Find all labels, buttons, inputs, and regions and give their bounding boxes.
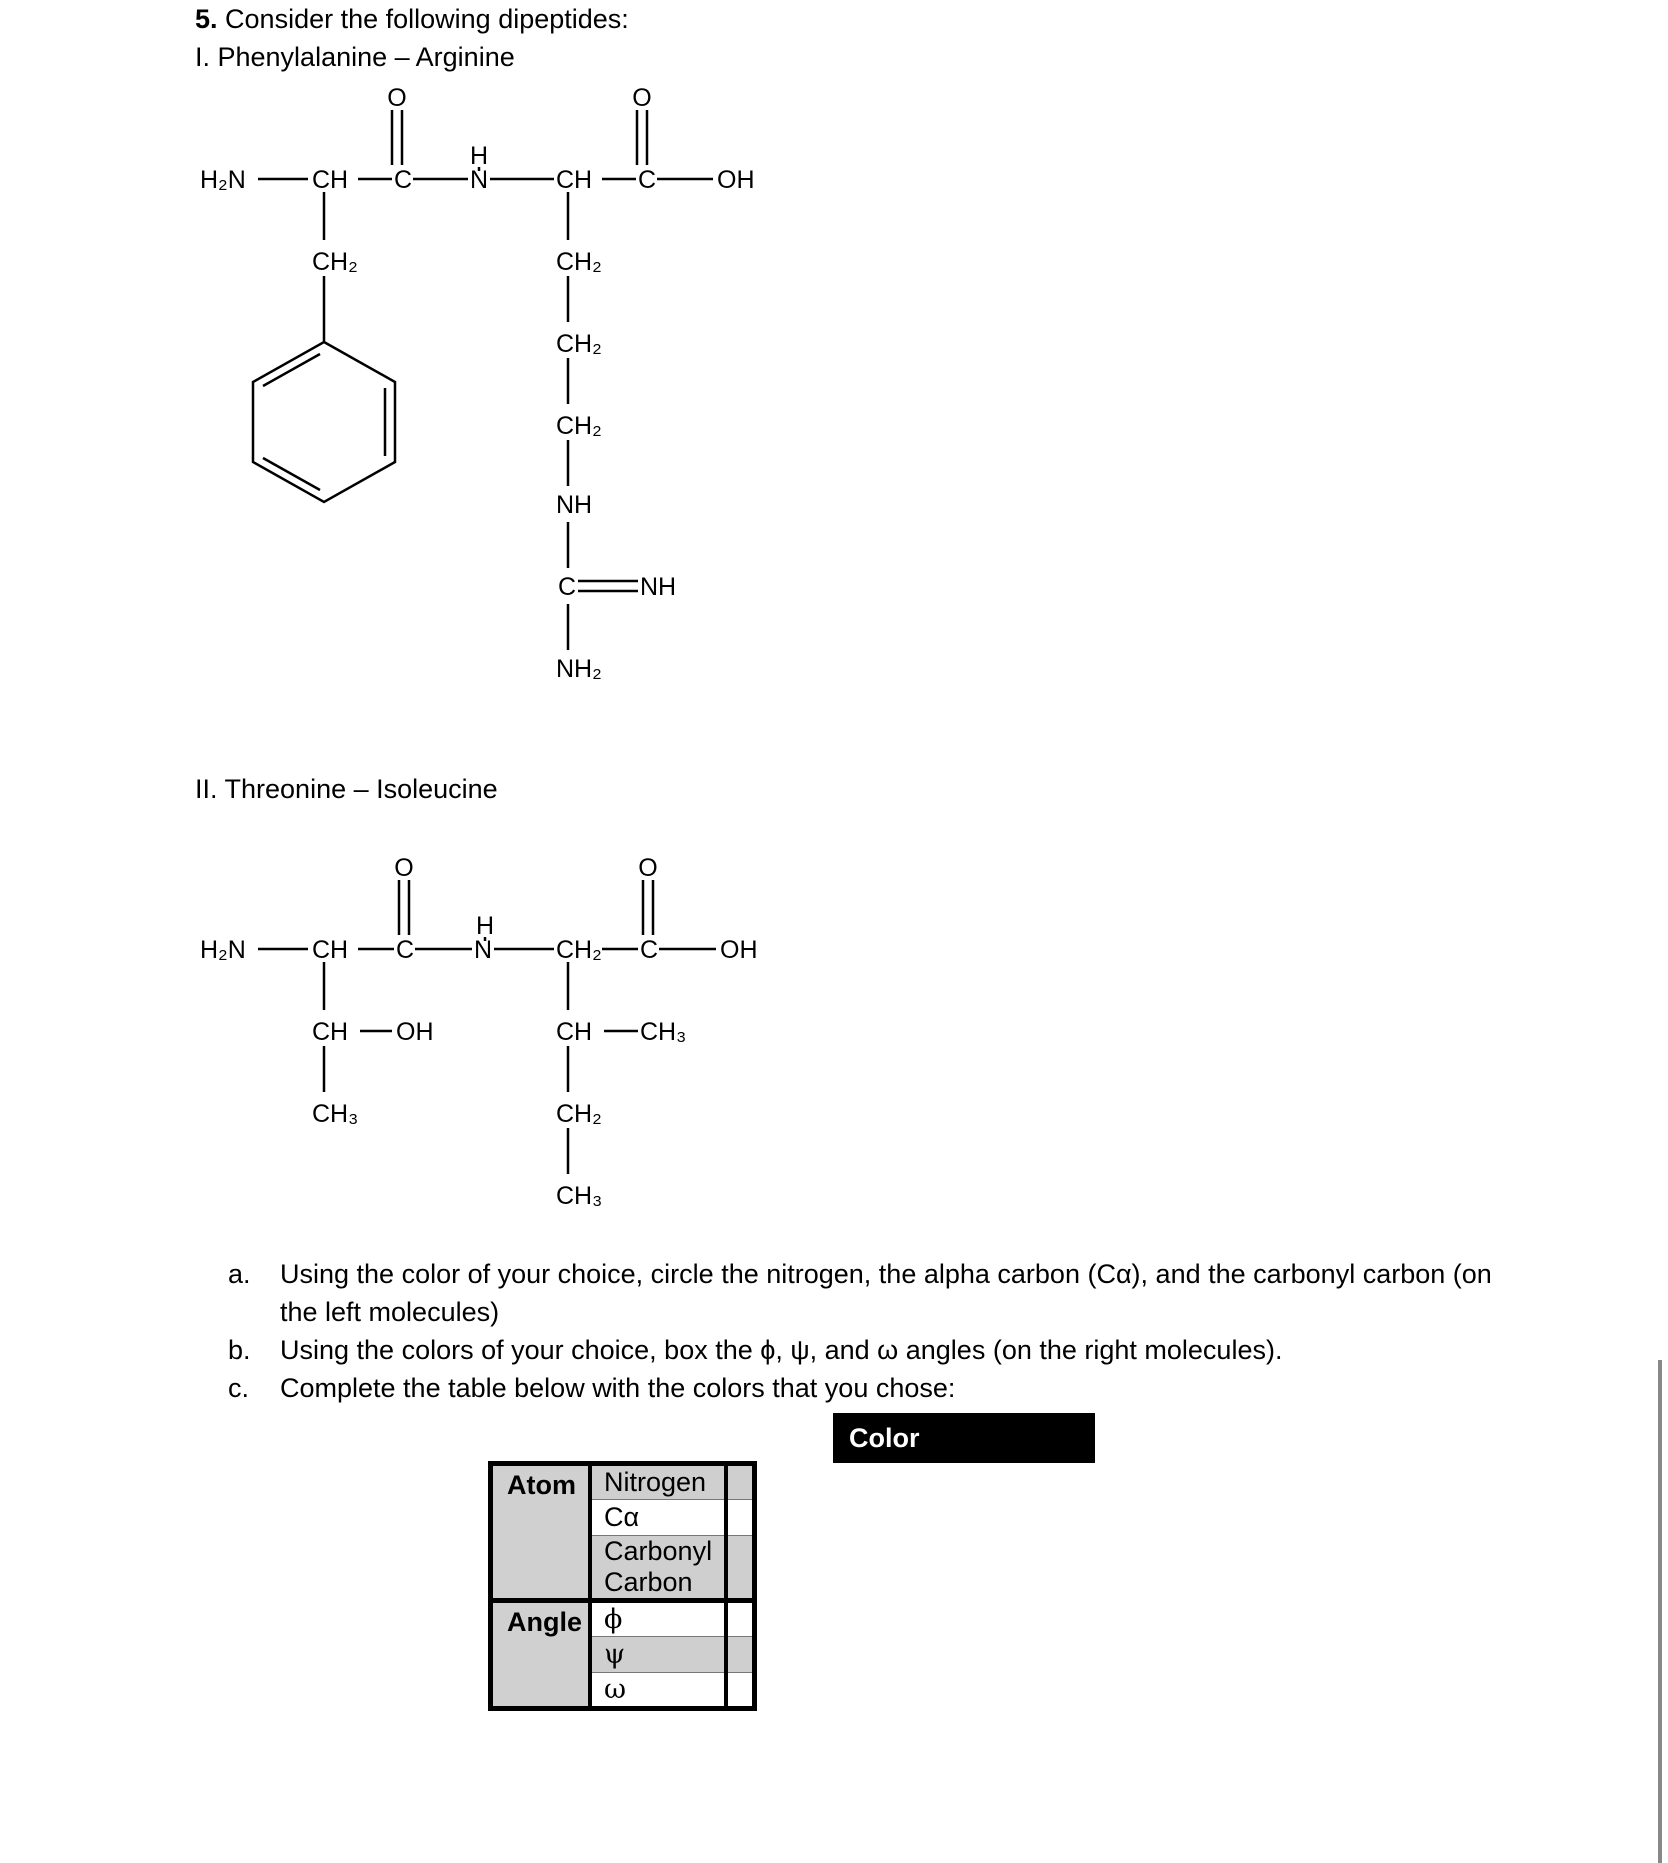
angle-omega: ω: [590, 1673, 726, 1709]
s2-h2n: H₂N: [200, 936, 246, 964]
s1-ch1: CH: [312, 166, 349, 194]
part2-title: II. Threonine – Isoleucine: [195, 774, 498, 804]
s1-c1: C: [394, 166, 413, 194]
instruction-b-label: b.: [228, 1335, 251, 1365]
s2-ch2: CH₂: [556, 1100, 602, 1128]
color-cell-carbonyl[interactable]: [726, 1536, 755, 1601]
s1-o2: O: [632, 84, 652, 112]
atom-group-label: Atom: [491, 1464, 591, 1601]
question-prompt: Consider the following dipeptides:: [225, 4, 629, 34]
s1-o1: O: [387, 84, 407, 112]
atom-carbonyl-carbon: Carbonyl Carbon: [590, 1536, 726, 1601]
instruction-c-text: Complete the table below with the colors that you chose:: [280, 1373, 956, 1403]
angle-phi: ϕ: [590, 1601, 726, 1637]
s1-oh: OH: [717, 166, 755, 194]
angle-psi: ψ: [590, 1637, 726, 1673]
instruction-c-label: c.: [228, 1373, 250, 1403]
table-row-nitrogen: [491, 1464, 755, 1500]
s2-ch1: CH: [312, 936, 349, 964]
s1-ch2a: CH₂: [312, 248, 358, 276]
s2-ch-me-ch: CH: [556, 1018, 593, 1046]
s2-o2: O: [638, 854, 658, 882]
vertical-scrollbar[interactable]: [1658, 1360, 1662, 1863]
color-cell-omega[interactable]: [726, 1673, 755, 1709]
color-cell-phi[interactable]: [726, 1601, 755, 1637]
color-cell-nitrogen[interactable]: [726, 1464, 755, 1500]
s1-ch2: CH: [556, 166, 593, 194]
s1-h2n: H₂N: [200, 166, 246, 194]
s1-h: H: [469, 142, 489, 170]
s2-ch-me-ch3: CH₃: [640, 1018, 687, 1046]
instructions-list: [228, 1255, 1530, 1407]
instruction-c: [228, 1369, 1530, 1407]
s2-n: N: [474, 936, 493, 964]
s1-nh2: NH₂: [556, 655, 602, 683]
instruction-a: [228, 1255, 1530, 1331]
instruction-a-label: a.: [228, 1259, 251, 1289]
s1-nh-eq: NH: [640, 573, 677, 601]
question-number: 5.: [195, 4, 218, 34]
s1-c2: C: [638, 166, 657, 194]
s2-ch-oh-oh: OH: [396, 1018, 434, 1046]
s2-ch3a: CH₃: [312, 1100, 359, 1128]
color-cell-psi[interactable]: [726, 1637, 755, 1673]
s2-o1: O: [394, 854, 414, 882]
atom-calpha: Cα: [590, 1500, 726, 1536]
color-cell-calpha[interactable]: [726, 1500, 755, 1536]
part1-title: I. Phenylalanine – Arginine: [195, 42, 515, 72]
instruction-b: [228, 1331, 1530, 1369]
color-header: Color: [833, 1413, 1095, 1463]
s2-oh: OH: [720, 936, 758, 964]
s2-h: H: [475, 912, 495, 940]
s1-ch2d: CH₂: [556, 412, 602, 440]
s1-n: N: [470, 166, 489, 194]
s2-ch2: CH₂: [556, 936, 602, 964]
s1-ch2c: CH₂: [556, 330, 602, 358]
atom-nitrogen: Nitrogen: [590, 1464, 726, 1500]
color-grid: [488, 1461, 757, 1711]
s1-c3: C: [558, 573, 577, 601]
s2-c2: C: [640, 936, 659, 964]
table-row-phi: [491, 1601, 755, 1637]
angle-group-label: Angle: [491, 1601, 591, 1709]
instruction-b-text: Using the colors of your choice, box the ϕ, ψ, and ω angles (on the right molecules).: [280, 1335, 1283, 1365]
s1-nh: NH: [556, 491, 593, 519]
s1-ch2b: CH₂: [556, 248, 602, 276]
s2-ch-oh-ch: CH: [312, 1018, 349, 1046]
instruction-a-text: Using the color of your choice, circle the nitrogen, the alpha carbon (Cα), and the carbonyl carbon (on the left molecules): [280, 1259, 1492, 1327]
s2-c1: C: [396, 936, 415, 964]
s2-ch3b: CH₃: [556, 1182, 603, 1210]
